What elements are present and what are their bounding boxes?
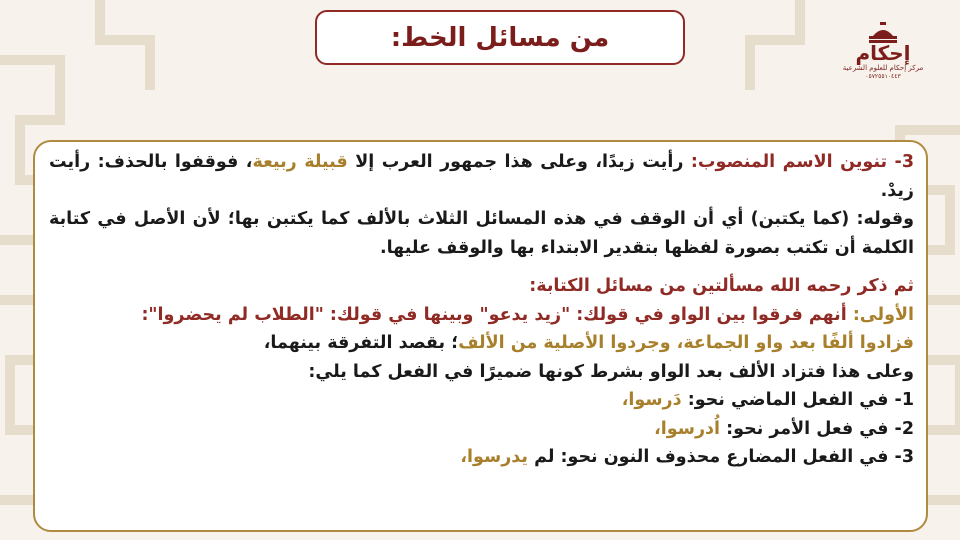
first-label: الأولى: <box>852 304 914 325</box>
paragraph-heading: ثم ذكر رحمه الله مسألتين من مسائل الكتابة: <box>529 276 914 296</box>
paragraph-condition: وعلى هذا فتزاد الألف بعد الواو بشرط كونها ضميرًا في الفعل كما يلي: <box>308 361 914 382</box>
list-item-text: 2- في فعل الأمر نحو: <box>720 418 914 439</box>
highlight-rule: فزادوا ألفًا بعد واو الجماعة، وجردوا الأصلية من الألف <box>458 333 914 353</box>
paragraph-first <box>49 301 914 330</box>
list-item <box>49 415 914 444</box>
paragraph-text: أنهم فرقوا بين الواو في قولك: "زيد يدعو" وبينها في قولك: "الطلاب لم يحضروا": <box>141 304 853 325</box>
logo-phone: ٠٥٧٢٥٥١٠٤٤٣ <box>865 73 901 80</box>
list-item-example: اُدرسوا، <box>654 418 721 439</box>
paragraph-text: رأيت زيدًا، وعلى هذا جمهور العرب إلا <box>347 152 691 172</box>
paragraph-rule <box>49 329 914 358</box>
list-item-example: دَرسوا، <box>621 390 682 410</box>
highlight-tribe: قبيلة ربيعة <box>252 152 348 172</box>
list-item-text: 3- في الفعل المضارع محذوف النون نحو: لم <box>528 447 914 467</box>
list-item-example: يدرسوا، <box>460 447 528 467</box>
content-box <box>33 140 928 532</box>
paragraph-explanation: وقوله: (كما يكتبن) أي أن الوقف في هذه المسائل الثلاث بالألف كما يكتبن بها؛ لأن الأصل في كتابة الكلمة أن تكتب بصورة لفظها بتقدير الابتداء بها والوقف عليها. <box>49 209 914 258</box>
logo-name: إحكام <box>855 41 911 65</box>
list-item <box>49 386 914 415</box>
list-item-text: 1- في الفعل الماضي نحو: <box>681 390 914 410</box>
title-box <box>315 10 685 65</box>
logo <box>842 22 924 92</box>
paragraph-tanween <box>49 148 914 205</box>
paragraph-text: ، فوقفوا بالحذف: رأيت زيدْ. <box>49 152 914 201</box>
page-title: من مسائل الخط: <box>390 22 610 53</box>
list-item <box>49 443 914 472</box>
section-label: 3- تنوين الاسم المنصوب: <box>690 152 915 172</box>
logo-subtitle: مركز إحكام للعلوم الشرعية <box>842 64 924 72</box>
paragraph-text: ؛ بقصد التفرقة بينهما، <box>263 333 459 353</box>
